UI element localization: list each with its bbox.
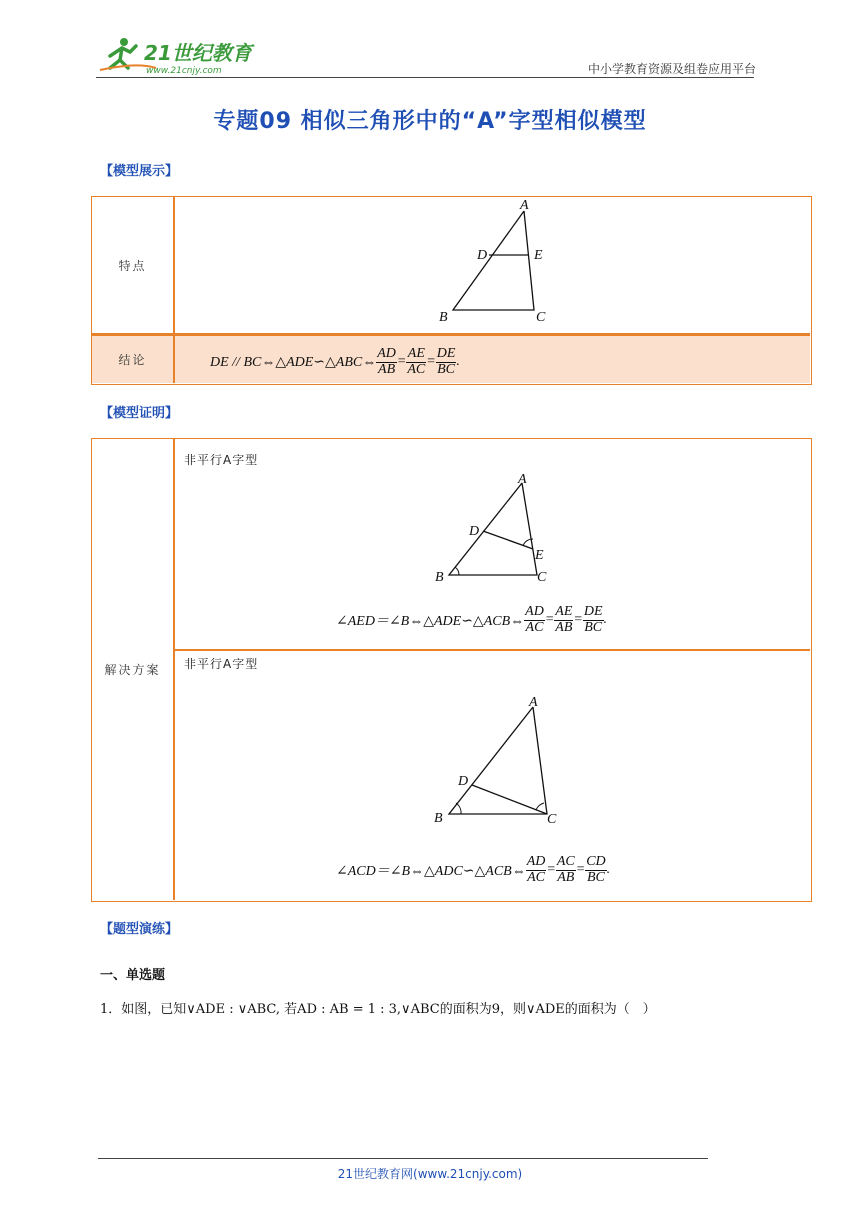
conclusion-label: 结论 <box>118 353 147 367</box>
header-divider <box>96 77 754 78</box>
logo-wordmark: 21世纪教育 <box>144 41 252 65</box>
label-c: C <box>537 570 547 585</box>
feature-label: 特点 <box>118 258 147 273</box>
label-e: E <box>534 248 543 263</box>
label-b: B <box>434 811 443 826</box>
label-b: B <box>439 310 448 325</box>
label-a: A <box>529 695 538 710</box>
frac-ae-ac: $\frac{AE}{AC}$ <box>407 345 426 377</box>
proof-table <box>91 438 812 902</box>
question-1: 1．如图，已知∨ADE : ∨ABC, 若AD : AB = 1 : 3,∨ABC的面积为9，则∨ADE的面积为（ ） <box>100 1002 656 1017</box>
logo-url: www.21cnjy.com <box>146 66 222 76</box>
figure-parallel-a <box>432 197 562 331</box>
figure-nonparallel-a-2 <box>422 689 562 829</box>
section-model-proof: 【模型证明】 <box>100 406 179 421</box>
case2-lhs: ∠ACD＝∠B⇔△ADC∽△ACB⇔ <box>336 864 526 879</box>
case1-title: 非平行A字型 <box>184 453 259 467</box>
case2-formula: ∠ACD＝∠B⇔△ADC∽△ACB⇔ $\frac{AD}{AC}$ = $\frac{AC}{AB}$ = $\frac{CD}{BC}$ . <box>336 853 611 885</box>
footer-divider <box>98 1158 708 1159</box>
question-type-heading: 一、单选题 <box>100 968 166 983</box>
case2-title: 非平行A字型 <box>184 657 259 671</box>
label-e: E <box>535 548 544 563</box>
label-d: D <box>469 524 480 539</box>
label-a: A <box>520 198 529 213</box>
site-name: 中小学教育资源及组卷应用平台 <box>587 62 756 76</box>
model-table <box>91 196 812 385</box>
site-logo <box>96 34 266 78</box>
label-a: A <box>518 472 527 487</box>
label-d: D <box>458 774 469 789</box>
footer-text: 21世纪教育网(www.21cnjy.com) <box>337 1167 523 1181</box>
conclusion-formula: DE // BC⇔△ADE∽△ABC⇔ $\frac{AD}{AB}$ = $\frac{AE}{AC}$ = $\frac{DE}{BC}$ . <box>210 345 460 377</box>
section-model-show: 【模型展示】 <box>100 164 179 179</box>
frac-de-bc: $\frac{DE}{BC}$ <box>436 345 456 377</box>
label-c: C <box>536 310 546 325</box>
case1-lhs: ∠AED＝∠B⇔△ADE∽△ACB⇔ <box>336 614 525 629</box>
label-c: C <box>547 812 557 827</box>
conclusion-lhs: DE // BC⇔△ADE∽△ABC⇔ <box>210 354 377 370</box>
solution-label: 解决方案 <box>104 663 161 677</box>
label-b: B <box>435 570 444 585</box>
case1-formula: ∠AED＝∠B⇔△ADE∽△ACB⇔ $\frac{AD}{AC}$ = $\frac{AE}{AB}$ = $\frac{DE}{BC}$ . <box>336 603 608 635</box>
section-practice: 【题型演练】 <box>100 922 179 937</box>
page-title: 专题09 相似三角形中的“A”字型相似模型 <box>213 109 647 134</box>
figure-nonparallel-a-1 <box>427 469 557 589</box>
frac-ad-ab: $\frac{AD}{AB}$ <box>377 345 396 377</box>
label-d: D <box>477 248 488 263</box>
